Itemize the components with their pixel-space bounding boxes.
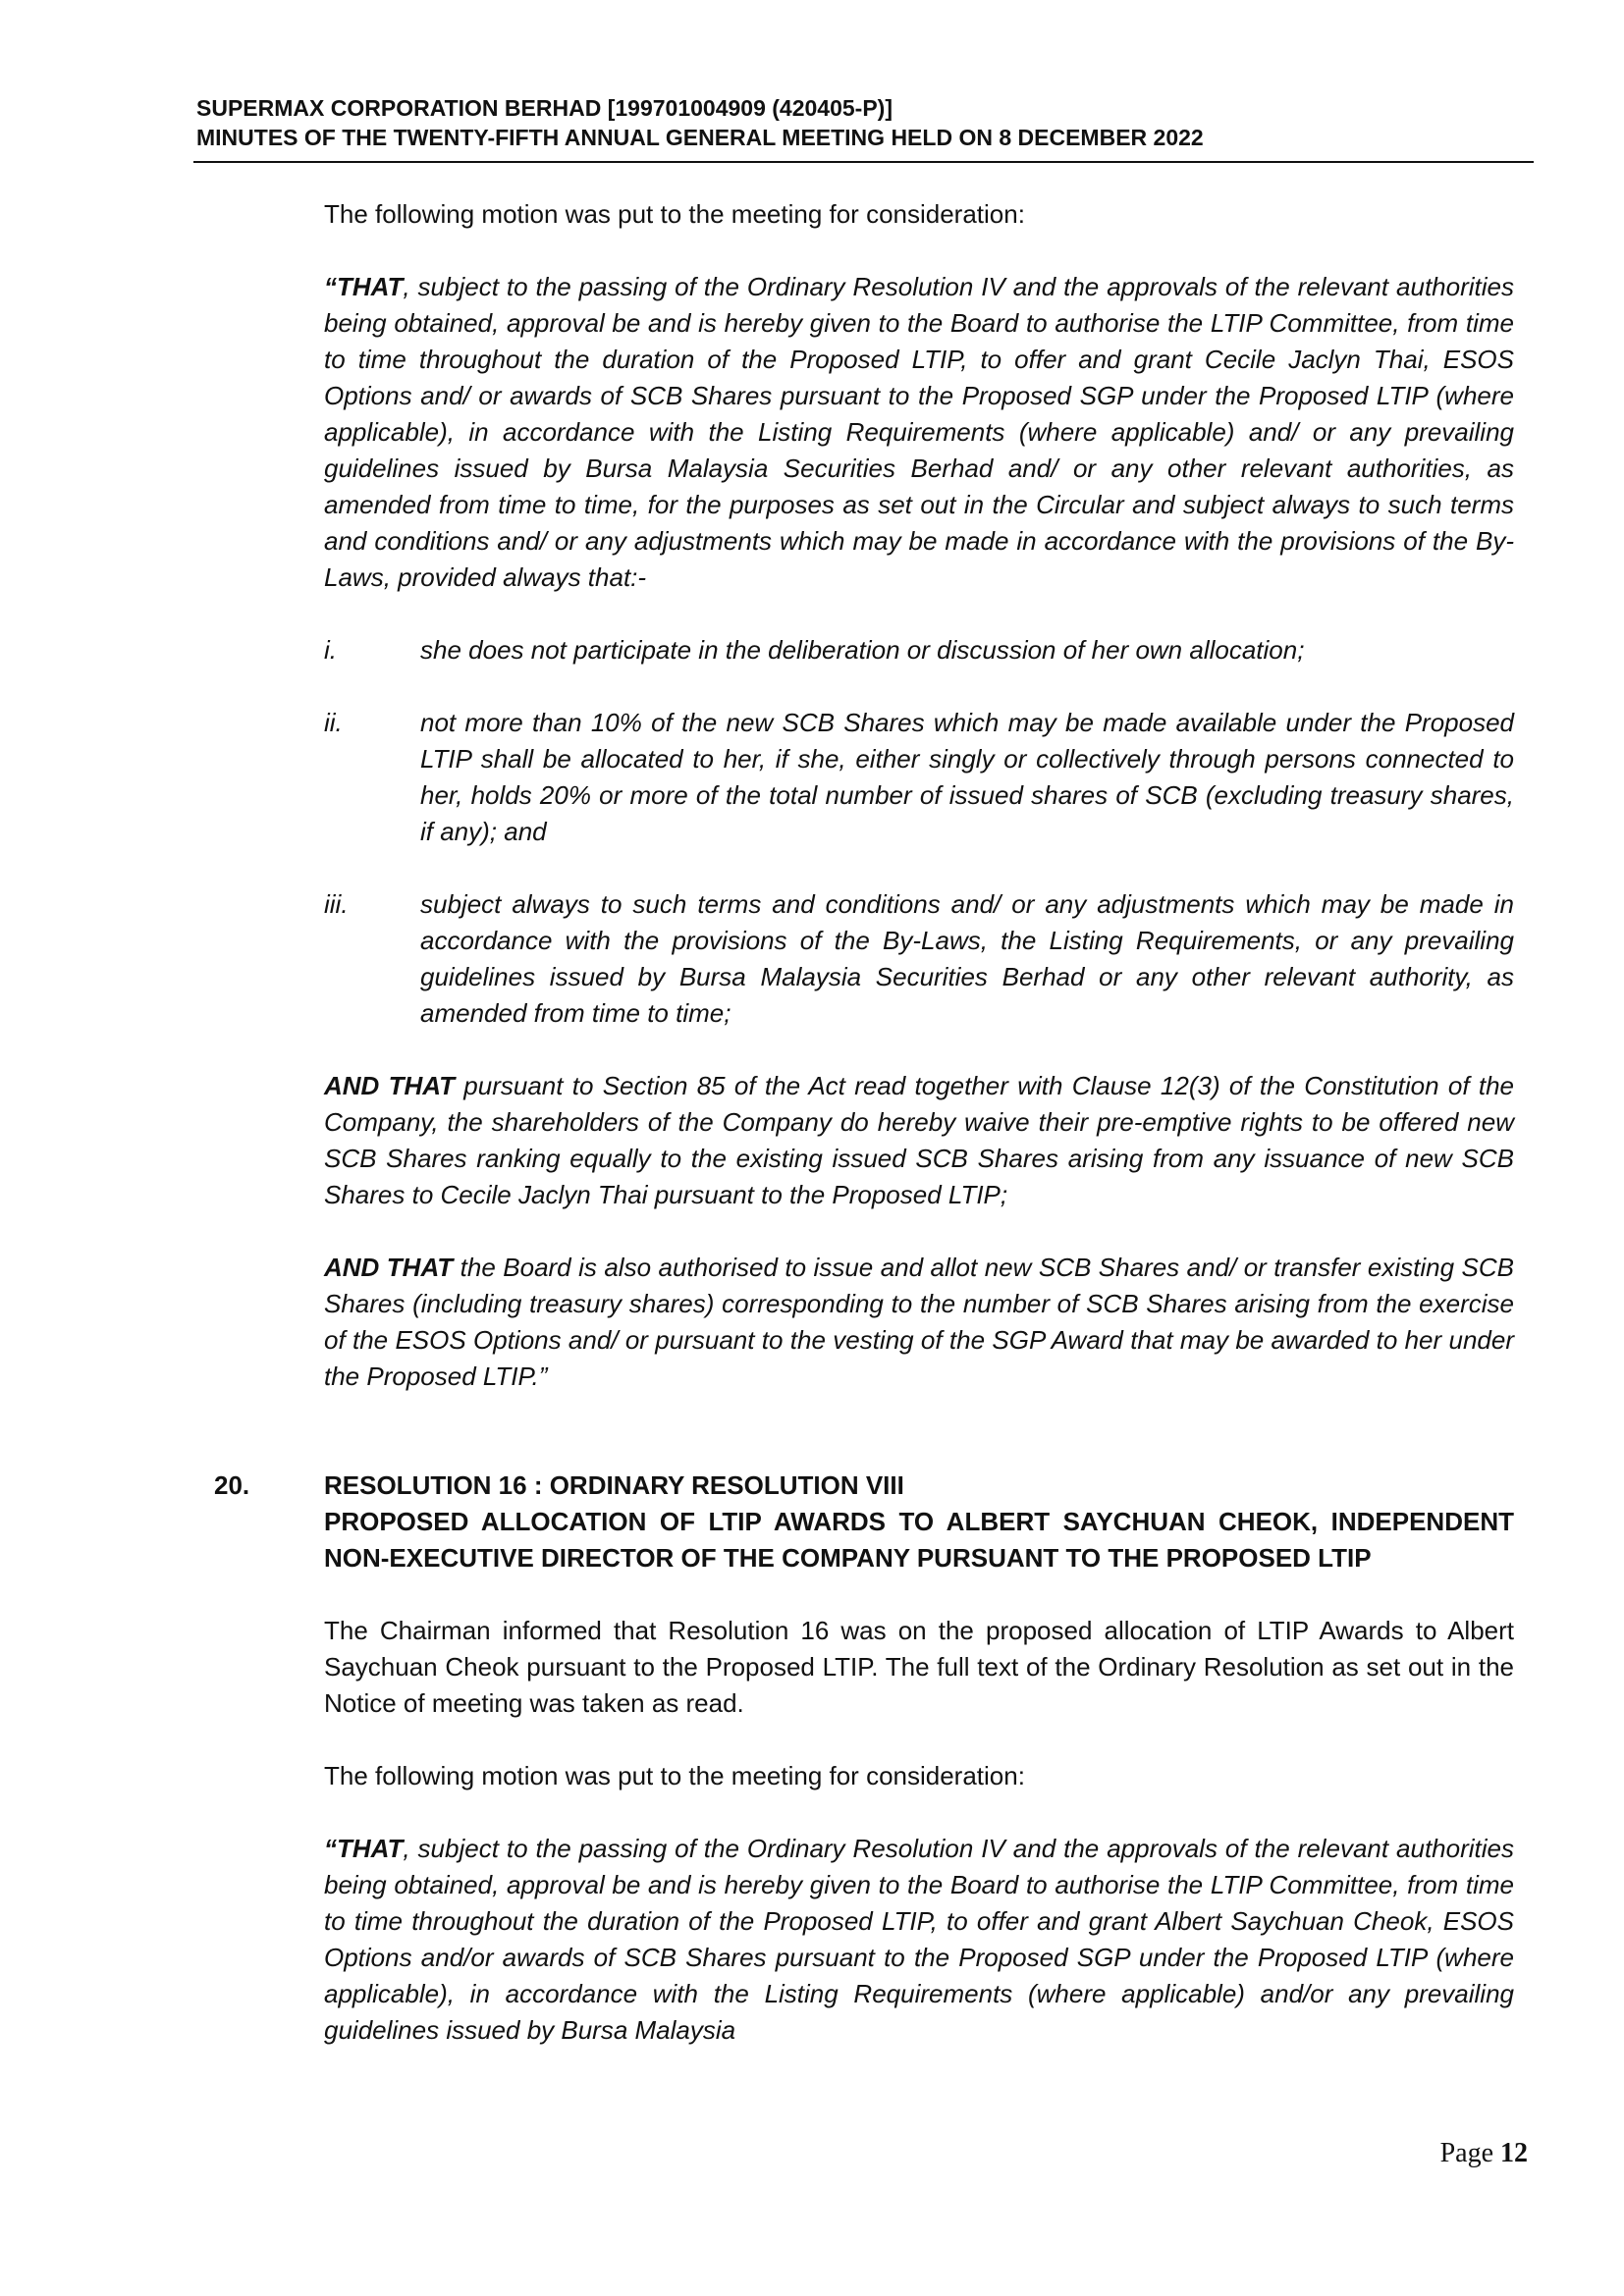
header-minutes-line: MINUTES OF THE TWENTY-FIFTH ANNUAL GENERAL MEETING HELD ON 8 DECEMBER 2022 bbox=[196, 125, 1204, 150]
section-title-line: RESOLUTION 16 : ORDINARY RESOLUTION VIII bbox=[324, 1470, 904, 1500]
condition-number: iii. bbox=[324, 889, 349, 919]
resolution-lead: “THAT bbox=[324, 1834, 404, 1863]
header-divider bbox=[193, 161, 1534, 163]
resolution-paragraph bbox=[324, 1831, 1514, 2049]
condition-number: ii. bbox=[324, 708, 343, 737]
motion-intro: The following motion was put to the meeting for consideration: bbox=[324, 199, 1025, 229]
condition-item bbox=[324, 705, 1514, 850]
and-that-paragraph bbox=[324, 1250, 1514, 1395]
and-that-text: the Board is also authorised to issue and allot new SCB Shares and/ or transfer existing SCB Shares (including treasury shares) corresponding to the number of SCB Shares arising from the exercise of the ESOS Options and/ or pursuant to the vesting of the SGP Award that may be awarded to her under the Proposed LTIP.” bbox=[324, 1253, 1514, 1391]
page-label: Page bbox=[1439, 2138, 1493, 2168]
section-number: 20. bbox=[214, 1470, 250, 1500]
document-body bbox=[214, 196, 1514, 2049]
condition-text: she does not participate in the deliberation or discussion of her own allocation; bbox=[420, 635, 1305, 665]
and-that-lead: AND THAT bbox=[324, 1071, 455, 1100]
resolution-text: , subject to the passing of the Ordinary Resolution IV and the approvals of the relevant authorities being obtained, approval be and is hereby given to the Board to authorise the LTIP Committee, from time to time throughout the duration of the Proposed LTIP, to offer and grant Cecile Jaclyn Thai, ESOS Options and/ or awards of SCB Shares pursuant to the Proposed SGP under the Proposed LTIP (where applicable), in accordance with the Listing Requirements (where applicable) and/ or any prevailing guidelines issued by Bursa Malaysia Securities Berhad and/ or any other relevant authorities, as amended from time to time, for the purposes as set out in the Circular and subject always to such terms and conditions and/ or any adjustments which may be made in accordance with the provisions of the By-Laws, provided always that:- bbox=[324, 272, 1514, 592]
and-that-paragraph bbox=[324, 1068, 1514, 1213]
condition-text: not more than 10% of the new SCB Shares which may be made available under the Proposed LTIP shall be allocated to her, if she, either singly or collectively through persons connected to her, holds 20% or more of the total number of issued shares of SCB (excluding treasury shares, if any); and bbox=[420, 708, 1514, 846]
condition-number: i. bbox=[324, 635, 337, 665]
condition-item bbox=[324, 886, 1514, 1032]
and-that-lead: AND THAT bbox=[324, 1253, 454, 1282]
resolution-lead: “THAT bbox=[324, 272, 404, 301]
condition-text: subject always to such terms and conditions and/ or any adjustments which may be made in accordance with the provisions of the By-Laws, the Listing Requirements, or any prevailing guidelines issued by Bursa Malaysia Securities Berhad or any other relevant authority, as amended from time to time; bbox=[420, 889, 1514, 1028]
page-number-value: 12 bbox=[1500, 2138, 1528, 2168]
page-number bbox=[1440, 2138, 1528, 2169]
header-company-line: SUPERMAX CORPORATION BERHAD [199701004909 (420405-P)] bbox=[196, 95, 893, 121]
page-header bbox=[196, 93, 1534, 152]
and-that-text: pursuant to Section 85 of the Act read together with Clause 12(3) of the Constitution of the Company, the shareholders of the Company do hereby waive their pre-emptive rights to be offered new SCB Shares ranking equally to the existing issued SCB Shares arising from any issuance of new SCB Shares to Cecile Jaclyn Thai pursuant to the Proposed LTIP; bbox=[324, 1071, 1514, 1209]
section-title-rest: PROPOSED ALLOCATION OF LTIP AWARDS TO ALBERT SAYCHUAN CHEOK, INDEPENDENT NON-EXECUTIVE DIRECTOR OF THE COMPANY PURSUANT TO THE PROPOSED LTIP bbox=[324, 1507, 1514, 1573]
resolution-text: , subject to the passing of the Ordinary Resolution IV and the approvals of the relevant authorities being obtained, approval be and is hereby given to the Board to authorise the LTIP Committee, from time to time throughout the duration of the Proposed LTIP, to offer and grant Albert Saychuan Cheok, ESOS Options and/or awards of SCB Shares pursuant to the Proposed SGP under the Proposed LTIP (where applicable), in accordance with the Listing Requirements (where applicable) and/or any prevailing guidelines issued by Bursa Malaysia bbox=[324, 1834, 1514, 2045]
section-title bbox=[324, 1468, 1514, 1576]
motion-intro: The following motion was put to the meeting for consideration: bbox=[324, 1761, 1025, 1790]
resolution-paragraph bbox=[324, 269, 1514, 596]
chairman-paragraph: The Chairman informed that Resolution 16 was on the proposed allocation of LTIP Awards to Albert Saychuan Cheok pursuant to the Proposed LTIP. The full text of the Ordinary Resolution as set out in the Notice of meeting was taken as read. bbox=[324, 1616, 1514, 1718]
section-20 bbox=[214, 1468, 1514, 2049]
condition-item bbox=[324, 632, 1514, 668]
